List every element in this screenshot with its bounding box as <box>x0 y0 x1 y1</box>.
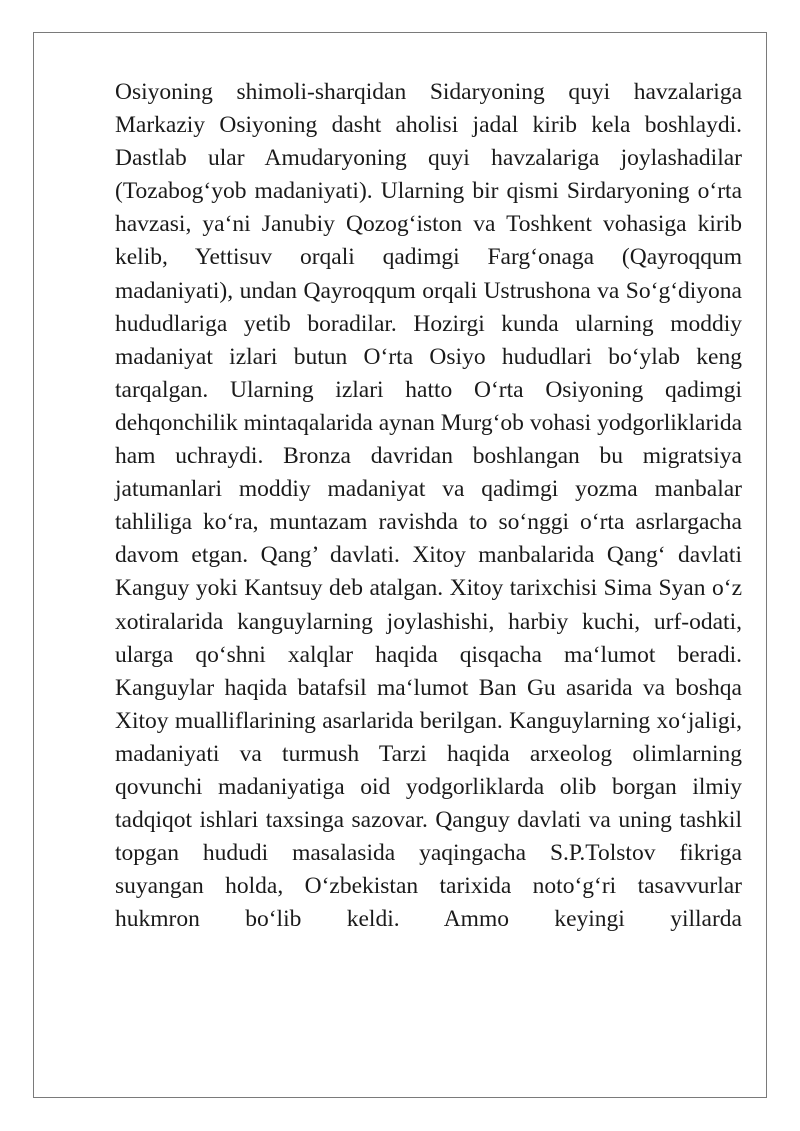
body-paragraph: Osiyoning shimoli-sharqidan Sidaryoning quyi havzalariga Markaziy Osiyoning dasht aholisi jadal kirib kela boshlaydi. Dastlab ular Amudaryoning quyi havzalariga joylashadilar (Tozabog‘yob madaniyati). Ularning bir qismi Sirdaryoning o‘rta havzasi, ya‘ni Janubiy Qozog‘iston va Toshkent vohasiga kirib kelib, Yettisuv orqali qadimgi Farg‘onaga (Qayroqqum madaniyati), undan Qayroqqum orqali Ustrushona va So‘g‘diyona hududlariga yetib boradilar. Hozirgi kunda ularning moddiy madaniyat izlari butun O‘rta Osiyo hududlari bo‘ylab keng tarqalgan. Ularning izlari hatto O‘rta Osiyoning qadimgi dehqonchilik mintaqalarida aynan Murg‘ob vohasi yodgorliklarida ham uchraydi. Bronza davridan boshlangan bu migratsiya jatumanlari moddiy madaniyat va qadimgi yozma manbalar tahliliga ko‘ra, muntazam ravishda to so‘nggi o‘rta asrlargacha davom etgan. Qang’ davlati. Xitoy manbalarida Qang‘ davlati Kanguy yoki Kantsuy deb atalgan. Xitoy tarixchisi Sima Syan o‘z xotiralarida kanguylarning joylashishi, harbiy kuchi, urf-odati, ularga qo‘shni xalqlar haqida qisqacha ma‘lumot beradi. Kanguylar haqida batafsil ma‘lumot Ban Gu asarida va boshqa Xitoy mualliflarining asarlarida berilgan. Kanguylarning xo‘jaligi, madaniyati va turmush Tarzi haqida arxeolog olimlarning qovunchi madaniyatiga oid yodgorliklarda olib borgan ilmiy tadqiqot ishlari taxsinga sazovar. Qanguy davlati va uning tashkil topgan hududi masalasida yaqingacha S.P.Tolstov fikriga suyangan holda, O‘zbekistan tarixida noto‘g‘ri tasavvurlar hukmron bo‘lib keldi. Ammo keyingi yillarda <box>115 79 742 933</box>
